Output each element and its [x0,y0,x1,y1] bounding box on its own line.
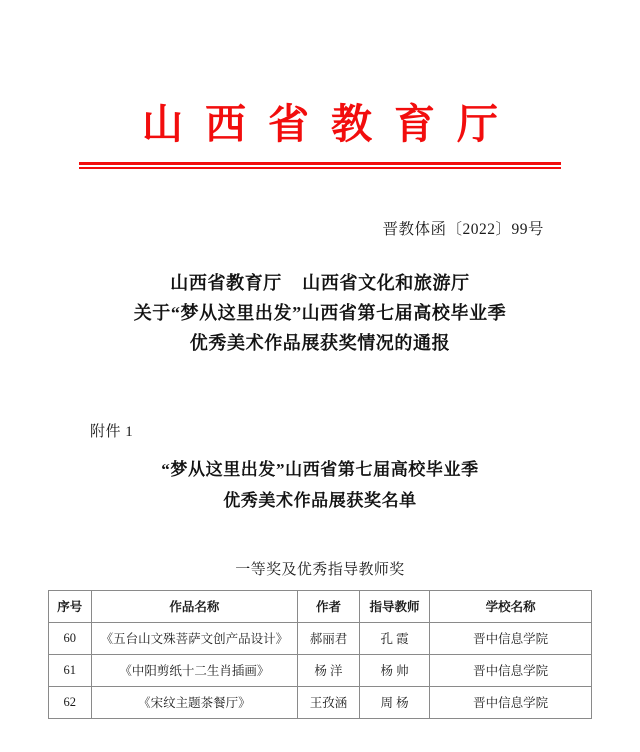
cell-author: 郝丽君 [298,622,360,654]
cell-mentor: 杨 帅 [359,654,429,686]
cell-mentor: 孔 霞 [359,622,429,654]
masthead-red-rule [79,162,561,169]
cell-work: 《中阳剪纸十二生肖插画》 [91,654,298,686]
cell-work: 《五台山文殊菩萨文创产品设计》 [91,622,298,654]
cell-school: 晋中信息学院 [430,686,592,718]
cell-seq: 62 [49,686,92,718]
table-header-row [49,590,592,622]
red-rule-thin [79,167,561,169]
document-title-line-2: 关于“梦从这里出发”山西省第七届高校毕业季 [133,302,507,323]
cell-author: 王孜涵 [298,686,360,718]
column-header-seq: 序号 [49,590,92,622]
column-header-author: 作者 [298,590,360,622]
award-section-heading: 一等奖及优秀指导教师奖 [235,560,405,578]
document-number-row [0,217,640,239]
cell-school: 晋中信息学院 [430,654,592,686]
cell-work: 《宋纹主题茶餐厅》 [91,686,298,718]
document-number: 晋教体函〔2022〕99号 [382,220,544,238]
table-row [49,622,592,654]
cell-seq: 61 [49,654,92,686]
column-header-mentor: 指导教师 [359,590,429,622]
cell-school: 晋中信息学院 [430,622,592,654]
cell-author: 杨 洋 [298,654,360,686]
cell-mentor: 周 杨 [359,686,429,718]
attachment-label: 附件 1 [90,423,134,440]
attachment-subtitle [0,454,640,516]
masthead [0,0,640,169]
document-title-line-3: 优秀美术作品展获奖情况的通报 [189,332,451,353]
column-header-work: 作品名称 [91,590,298,622]
award-table [48,590,592,719]
document-title-line-1: 山西省教育厅 山西省文化和旅游厅 [170,272,470,293]
award-table-wrapper [0,590,640,719]
document-title [0,268,640,358]
table-row [49,686,592,718]
cell-seq: 60 [49,622,92,654]
attachment-subtitle-line-2: 优秀美术作品展获奖名单 [223,490,417,510]
issuing-authority-title: 山西省教育厅 [142,101,520,147]
table-row [49,654,592,686]
attachment-subtitle-line-1: “梦从这里出发”山西省第七届高校毕业季 [161,459,479,479]
column-header-school: 学校名称 [430,590,592,622]
